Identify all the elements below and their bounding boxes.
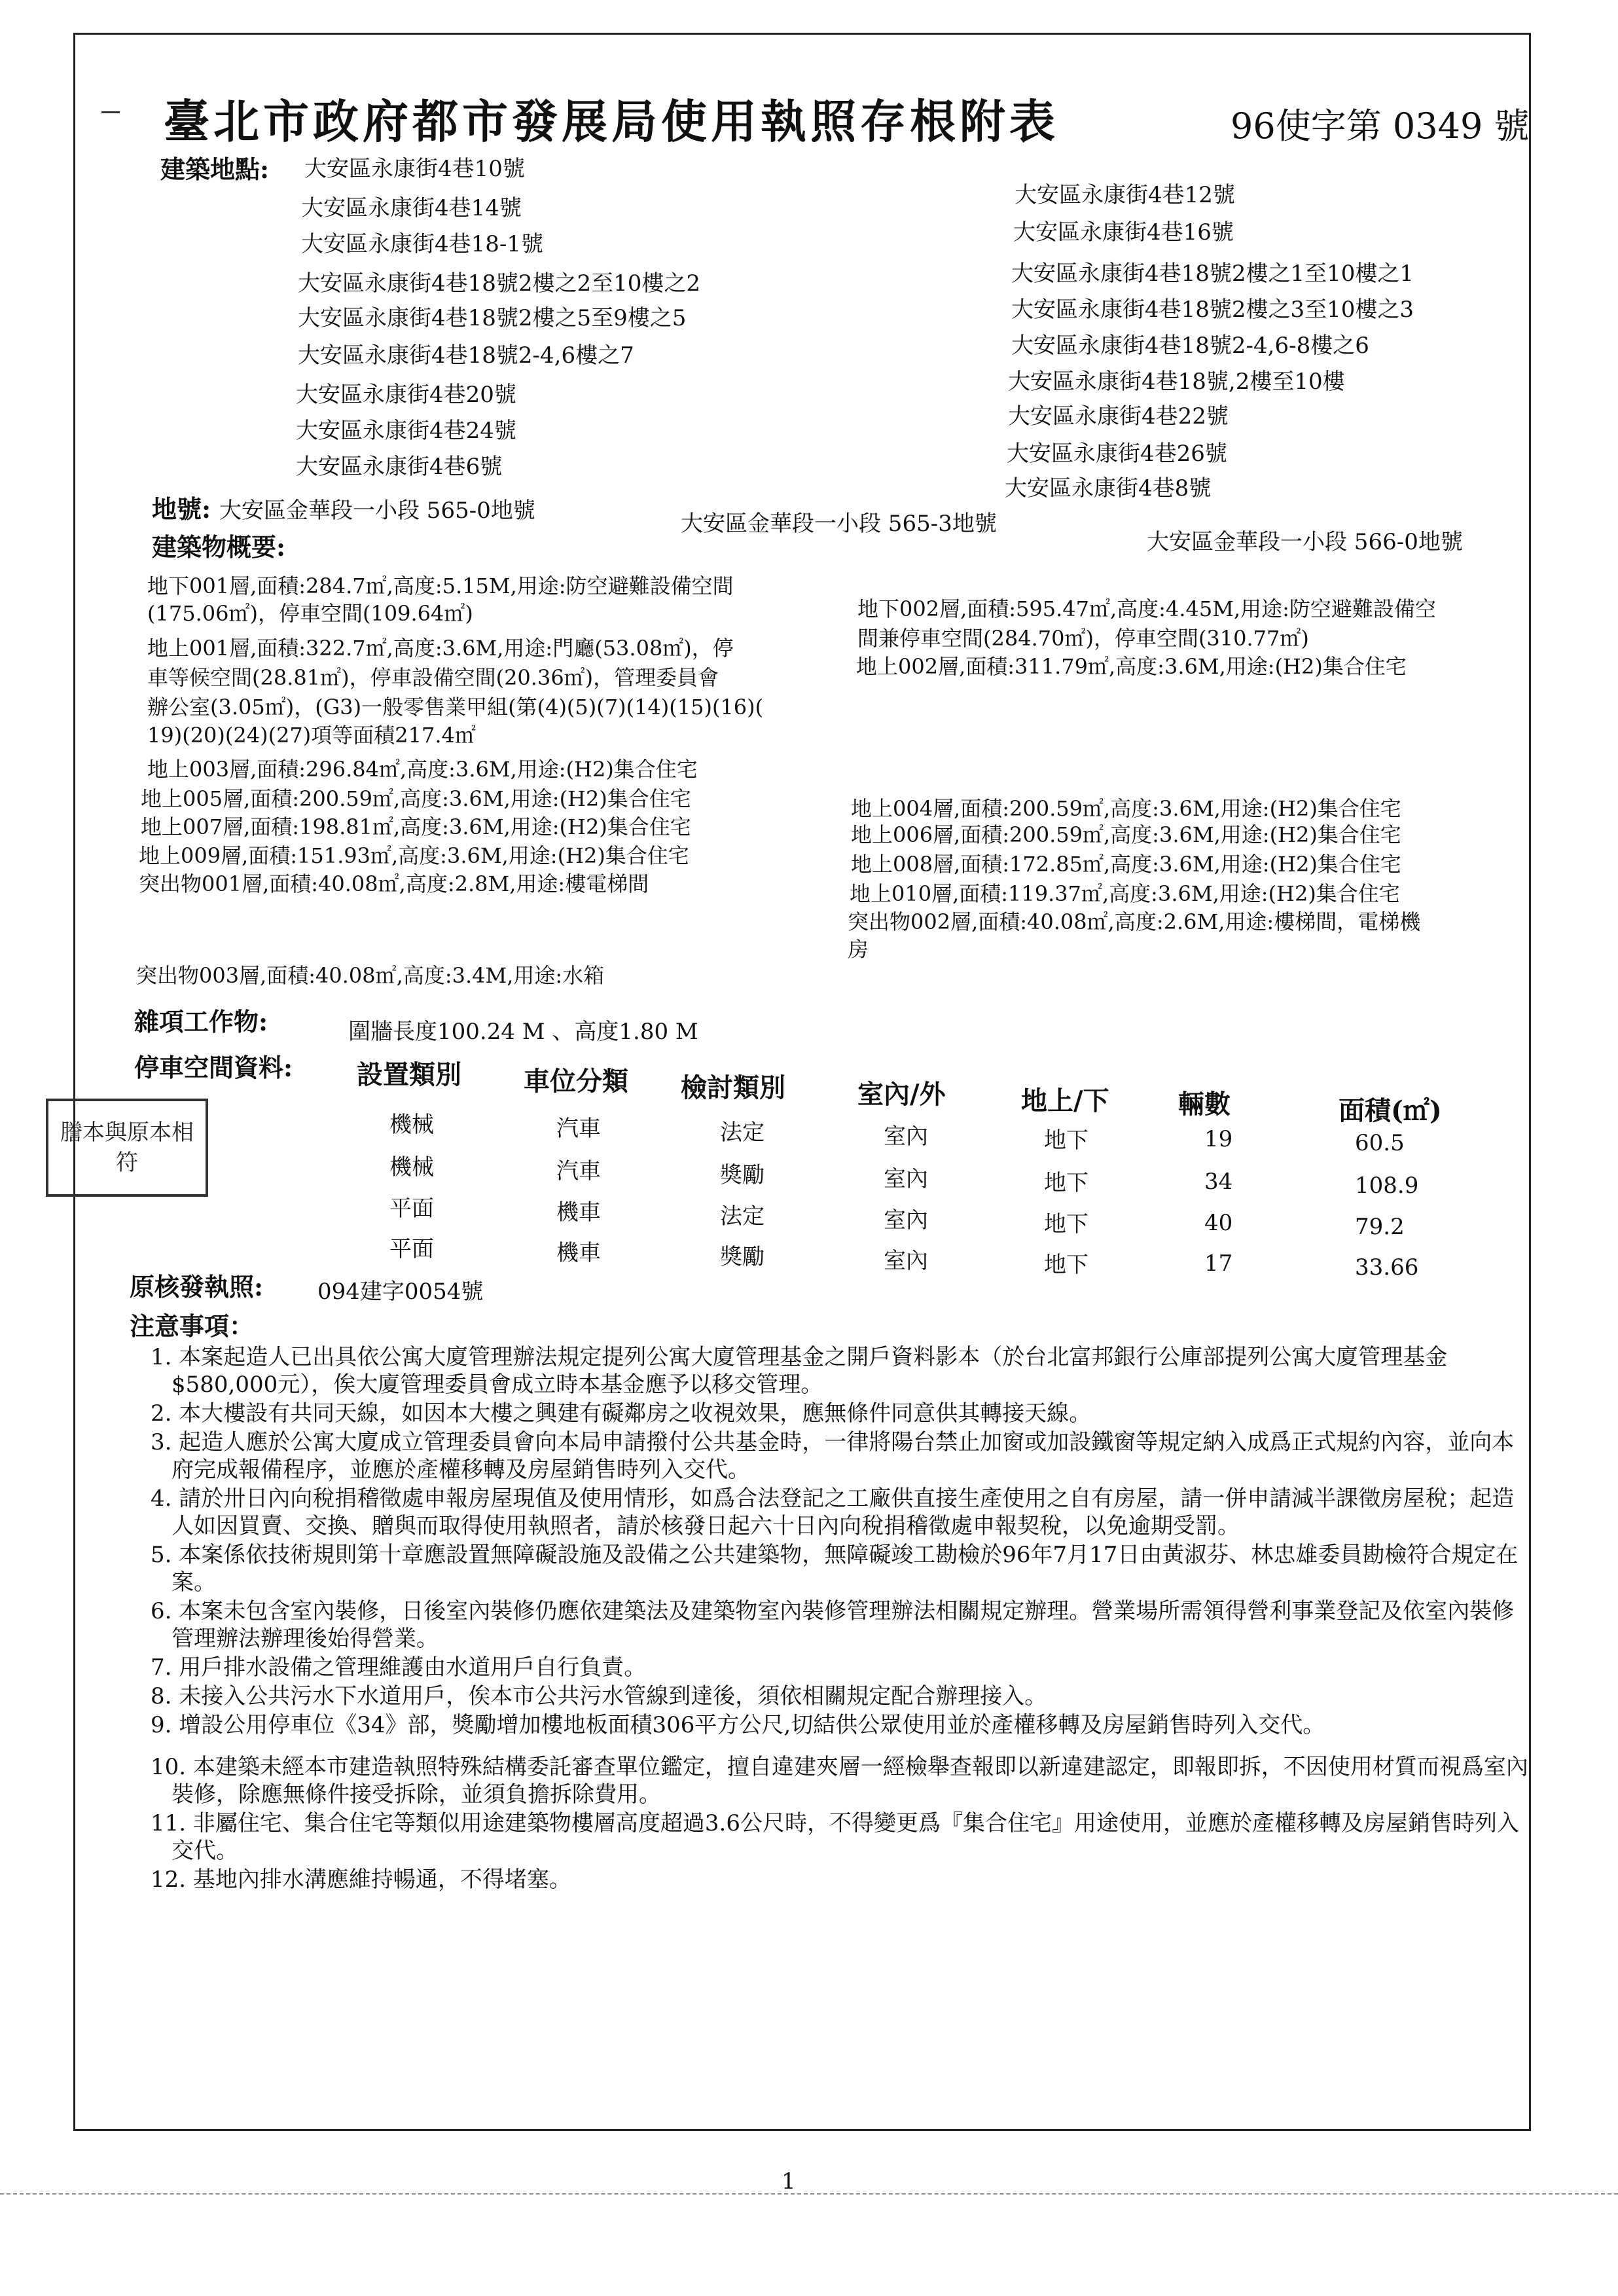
note-item: 7. 用戶排水設備之管理維護由水道用戶自行負責。 — [151, 1654, 647, 1681]
note-item: 11. 非屬住宅、集合住宅等類似用途建築物樓層高度超過3.6公尺時，不得變更爲『集合住宅』用途使用，並應於產權移轉及房屋銷售時列入交代。 — [151, 1810, 1519, 1864]
note-item: 12. 基地內排水溝應維持暢通，不得堵塞。 — [151, 1867, 571, 1893]
overview-right-line: 突出物002層,面積:40.08㎡,高度:2.6M,用途:樓梯間，電梯機 — [848, 909, 1421, 934]
original-permit-value: 094建字0054號 — [317, 1279, 484, 1305]
parking-header-cell: 車位分類 — [524, 1066, 628, 1097]
parking-header-cell: 檢討類別 — [681, 1072, 785, 1103]
note-item: 6. 本案未包含室內裝修，日後室內裝修仍應依建築法及建築物室內裝修管理辦法相關規定辦理。營業場所需領得營利事業登記及依室內裝修管理辦法辦理後始得營業。 — [151, 1598, 1515, 1652]
parking-cell: 室內 — [884, 1166, 928, 1192]
address-left-item: 大安區永康街4巷10號 — [304, 156, 525, 182]
parking-cell: 獎勵 — [720, 1162, 764, 1188]
lot-number-2: 大安區金華段一小段 565-3地號 — [681, 511, 997, 537]
address-left-item: 大安區永康街4巷18號2樓之5至9樓之5 — [298, 305, 687, 331]
parking-cell: 40 — [1204, 1210, 1233, 1236]
address-left-item: 大安區永康街4巷18號2樓之2至10樓之2 — [298, 270, 701, 297]
parking-header-cell: 設置類別 — [357, 1059, 461, 1090]
address-right-item: 大安區永康街4巷18號2樓之3至10樓之3 — [1011, 297, 1414, 323]
address-right-item: 大安區永康街4巷12號 — [1015, 182, 1235, 208]
overview-left-line: 辦公室(3.05㎡)，(G3)一般零售業甲組(第(4)(5)(7)(14)(15)(16)( — [147, 695, 764, 720]
parking-cell: 機車 — [556, 1240, 601, 1266]
address-right-item: 大安區永康街4巷16號 — [1013, 219, 1234, 246]
overview-right-line: 地上002層,面積:311.79㎡,高度:3.6M,用途:(H2)集合住宅 — [856, 654, 1407, 679]
parking-cell: 機車 — [556, 1199, 601, 1226]
note-item: 4. 請於卅日內向稅捐稽徵處申報房屋現值及使用情形，如爲合法登記之工廠供直接生產使用之自有房屋，請一併申請減半課徵房屋稅；起造人如因買賣、交換、贈與而取得使用執照者，請於核發日起六十日內向稅捐稽徵處申報契稅，以免逾期受罰。 — [151, 1485, 1515, 1539]
parking-cell: 108.9 — [1355, 1173, 1419, 1199]
parking-cell: 室內 — [884, 1207, 928, 1233]
lot-number-1: 大安區金華段一小段 565-0地號 — [219, 498, 535, 524]
address-right-item: 大安區永康街4巷18號,2樓至10樓 — [1008, 369, 1345, 395]
overview-right-line: 地上006層,面積:200.59㎡,高度:3.6M,用途:(H2)集合住宅 — [851, 822, 1401, 847]
overview-left-line: 車等候空間(28.81㎡)，停車設備空間(20.36㎡)，管理委員會 — [147, 665, 719, 690]
overview-left-line: 地上001層,面積:322.7㎡,高度:3.6M,用途:門廳(53.08㎡)，停 — [147, 636, 734, 661]
notes-label: 注意事項： — [130, 1311, 255, 1341]
parking-header-cell: 輛數 — [1178, 1089, 1231, 1120]
parking-cell: 34 — [1204, 1169, 1233, 1195]
overview-right-line: 地上004層,面積:200.59㎡,高度:3.6M,用途:(H2)集合住宅 — [851, 796, 1401, 821]
address-left-item: 大安區永康街4巷18號2-4,6樓之7 — [298, 342, 634, 369]
overview-left-line: 19)(20)(24)(27)項等面積217.4㎡ — [147, 723, 476, 748]
note-item: 2. 本大樓設有共同天線，如因本大樓之興建有礙鄰房之收視效果，應無條件同意供其轉接天線。 — [151, 1400, 1092, 1427]
note-item: 8. 未接入公共污水下水道用戶，俟本市公共污水管線到達後，須依相關規定配合辦理接入。 — [151, 1683, 1047, 1709]
parking-cell: 汽車 — [556, 1116, 601, 1142]
overview-left-line: 突出物001層,面積:40.08㎡,高度:2.8M,用途:樓電梯間 — [139, 871, 649, 896]
note-item: 10. 本建築未經本市建造執照特殊結構委託審查單位鑑定，擅自違建夾層一經檢舉查報即以新違建認定，即報即拆，不因使用材質而視爲室內裝修，除應無條件接受拆除，並須負擔拆除費用。 — [151, 1754, 1528, 1808]
address-right-item: 大安區永康街4巷18號2-4,6-8樓之6 — [1011, 333, 1369, 359]
parking-header-cell: 地上/下 — [1021, 1085, 1109, 1116]
page-edge-line — [0, 2193, 1618, 2195]
parking-cell: 79.2 — [1355, 1214, 1405, 1240]
parking-cell: 機械 — [389, 1112, 434, 1138]
overview-right-line: 地下002層,面積:595.47㎡,高度:4.45M,用途:防空避難設備空 — [857, 596, 1436, 621]
address-left-item: 大安區永康街4巷14號 — [301, 195, 522, 221]
parking-cell: 法定 — [720, 1120, 764, 1146]
permit-number: 96使字第 0349 號 — [1231, 105, 1530, 147]
parking-cell: 地下 — [1044, 1211, 1088, 1237]
parking-cell: 地下 — [1044, 1170, 1088, 1196]
overview-left-line: 地上007層,面積:198.81㎡,高度:3.6M,用途:(H2)集合住宅 — [141, 814, 691, 839]
overview-left-line: 地上009層,面積:151.93㎡,高度:3.6M,用途:(H2)集合住宅 — [139, 843, 689, 868]
parking-cell: 地下 — [1044, 1127, 1088, 1154]
overview-label: 建築物概要: — [152, 532, 286, 562]
parking-cell: 平面 — [389, 1195, 434, 1222]
parking-header-cell: 面積(㎡) — [1339, 1095, 1442, 1126]
note-item: 9. 增設公用停車位《34》部，獎勵增加樓地板面積306平方公尺,切結供公眾使用並於產權移轉及房屋銷售時列入交代。 — [151, 1712, 1325, 1738]
misc-works-label: 雜項工作物: — [134, 1007, 268, 1036]
parking-cell: 室內 — [884, 1123, 928, 1150]
parking-cell: 獎勵 — [720, 1244, 764, 1270]
address-left-item: 大安區永康街4巷18-1號 — [301, 231, 544, 257]
address-left-item: 大安區永康街4巷24號 — [296, 418, 516, 444]
overview-right-line: 房 — [848, 937, 869, 962]
overview-left-line: 突出物003層,面積:40.08㎡,高度:3.4M,用途:水箱 — [136, 963, 605, 988]
lot-label: 地號: — [152, 494, 211, 524]
address-right-item: 大安區永康街4巷18號2樓之1至10樓之1 — [1011, 261, 1414, 287]
notes-list — [151, 1343, 1532, 1895]
parking-cell: 33.66 — [1355, 1254, 1419, 1281]
address-left-item: 大安區永康街4巷6號 — [296, 454, 503, 480]
parking-cell: 19 — [1204, 1126, 1233, 1152]
parking-cell: 地下 — [1044, 1252, 1088, 1278]
parking-cell: 平面 — [389, 1236, 434, 1262]
parking-cell: 60.5 — [1355, 1130, 1405, 1156]
note-item: 5. 本案係依技術規則第十章應設置無障礙設施及設備之公共建築物，無障礙竣工勘檢於96年7月17日由黃淑芬、林忠雄委員勘檢符合規定在案。 — [151, 1542, 1519, 1595]
overview-right-line: 地上010層,面積:119.37㎡,高度:3.6M,用途:(H2)集合住宅 — [850, 881, 1400, 906]
overview-left-line: 地上005層,面積:200.59㎡,高度:3.6M,用途:(H2)集合住宅 — [141, 786, 691, 811]
note-item: 1. 本案起造人已出具依公寓大廈管理辦法規定提列公寓大廈管理基金之開戶資料影本（於台北富邦銀行公庫部提列公寓大廈管理基金$580,000元），俟大廈管理委員會成立時本基金應予以移交管理。 — [151, 1344, 1448, 1398]
address-right-item: 大安區永康街4巷26號 — [1007, 441, 1227, 467]
margin-mark — [101, 111, 120, 113]
parking-cell: 汽車 — [556, 1158, 601, 1184]
original-permit-label: 原核發執照: — [130, 1272, 264, 1302]
stamp-text: 謄本與原本相符 — [60, 1120, 194, 1176]
address-right-item: 大安區永康街4巷22號 — [1008, 403, 1229, 429]
misc-works-value: 圍牆長度100.24 M 、高度1.80 M — [348, 1019, 698, 1045]
overview-left-line: 地下001層,面積:284.7㎡,高度:5.15M,用途:防空避難設備空間 — [147, 574, 734, 598]
address-right-item: 大安區永康街4巷8號 — [1005, 475, 1212, 501]
overview-left-line: (175.06㎡)，停車空間(109.64㎡) — [147, 601, 473, 626]
lot-number-3: 大安區金華段一小段 566-0地號 — [1147, 529, 1463, 555]
note-item: 3. 起造人應於公寓大廈成立管理委員會向本局申請撥付公共基金時，一律將陽台禁止加窗或加設鐵窗等規定納入成爲正式規約內容，並向本府完成報備程序，並應於產權移轉及房屋銷售時列入交代。 — [151, 1429, 1515, 1483]
parking-cell: 法定 — [720, 1203, 764, 1230]
overview-right-line: 地上008層,面積:172.85㎡,高度:3.6M,用途:(H2)集合住宅 — [851, 852, 1401, 877]
parking-label: 停車空間資料: — [134, 1053, 293, 1082]
parking-cell: 17 — [1204, 1250, 1233, 1277]
certification-stamp — [46, 1099, 208, 1197]
address-left-item: 大安區永康街4巷20號 — [296, 382, 516, 408]
parking-cell: 機械 — [389, 1154, 434, 1180]
page-number: 1 — [782, 2168, 796, 2195]
address-label: 建築地點: — [160, 155, 270, 184]
document-title: 臺北市政府都市發展局使用執照存根附表 — [164, 94, 1059, 149]
overview-left-line: 地上003層,面積:296.84㎡,高度:3.6M,用途:(H2)集合住宅 — [147, 757, 698, 782]
overview-right-line: 間兼停車空間(284.70㎡)，停車空間(310.77㎡) — [857, 626, 1309, 651]
parking-header-cell: 室內/外 — [857, 1079, 946, 1110]
parking-cell: 室內 — [884, 1248, 928, 1274]
